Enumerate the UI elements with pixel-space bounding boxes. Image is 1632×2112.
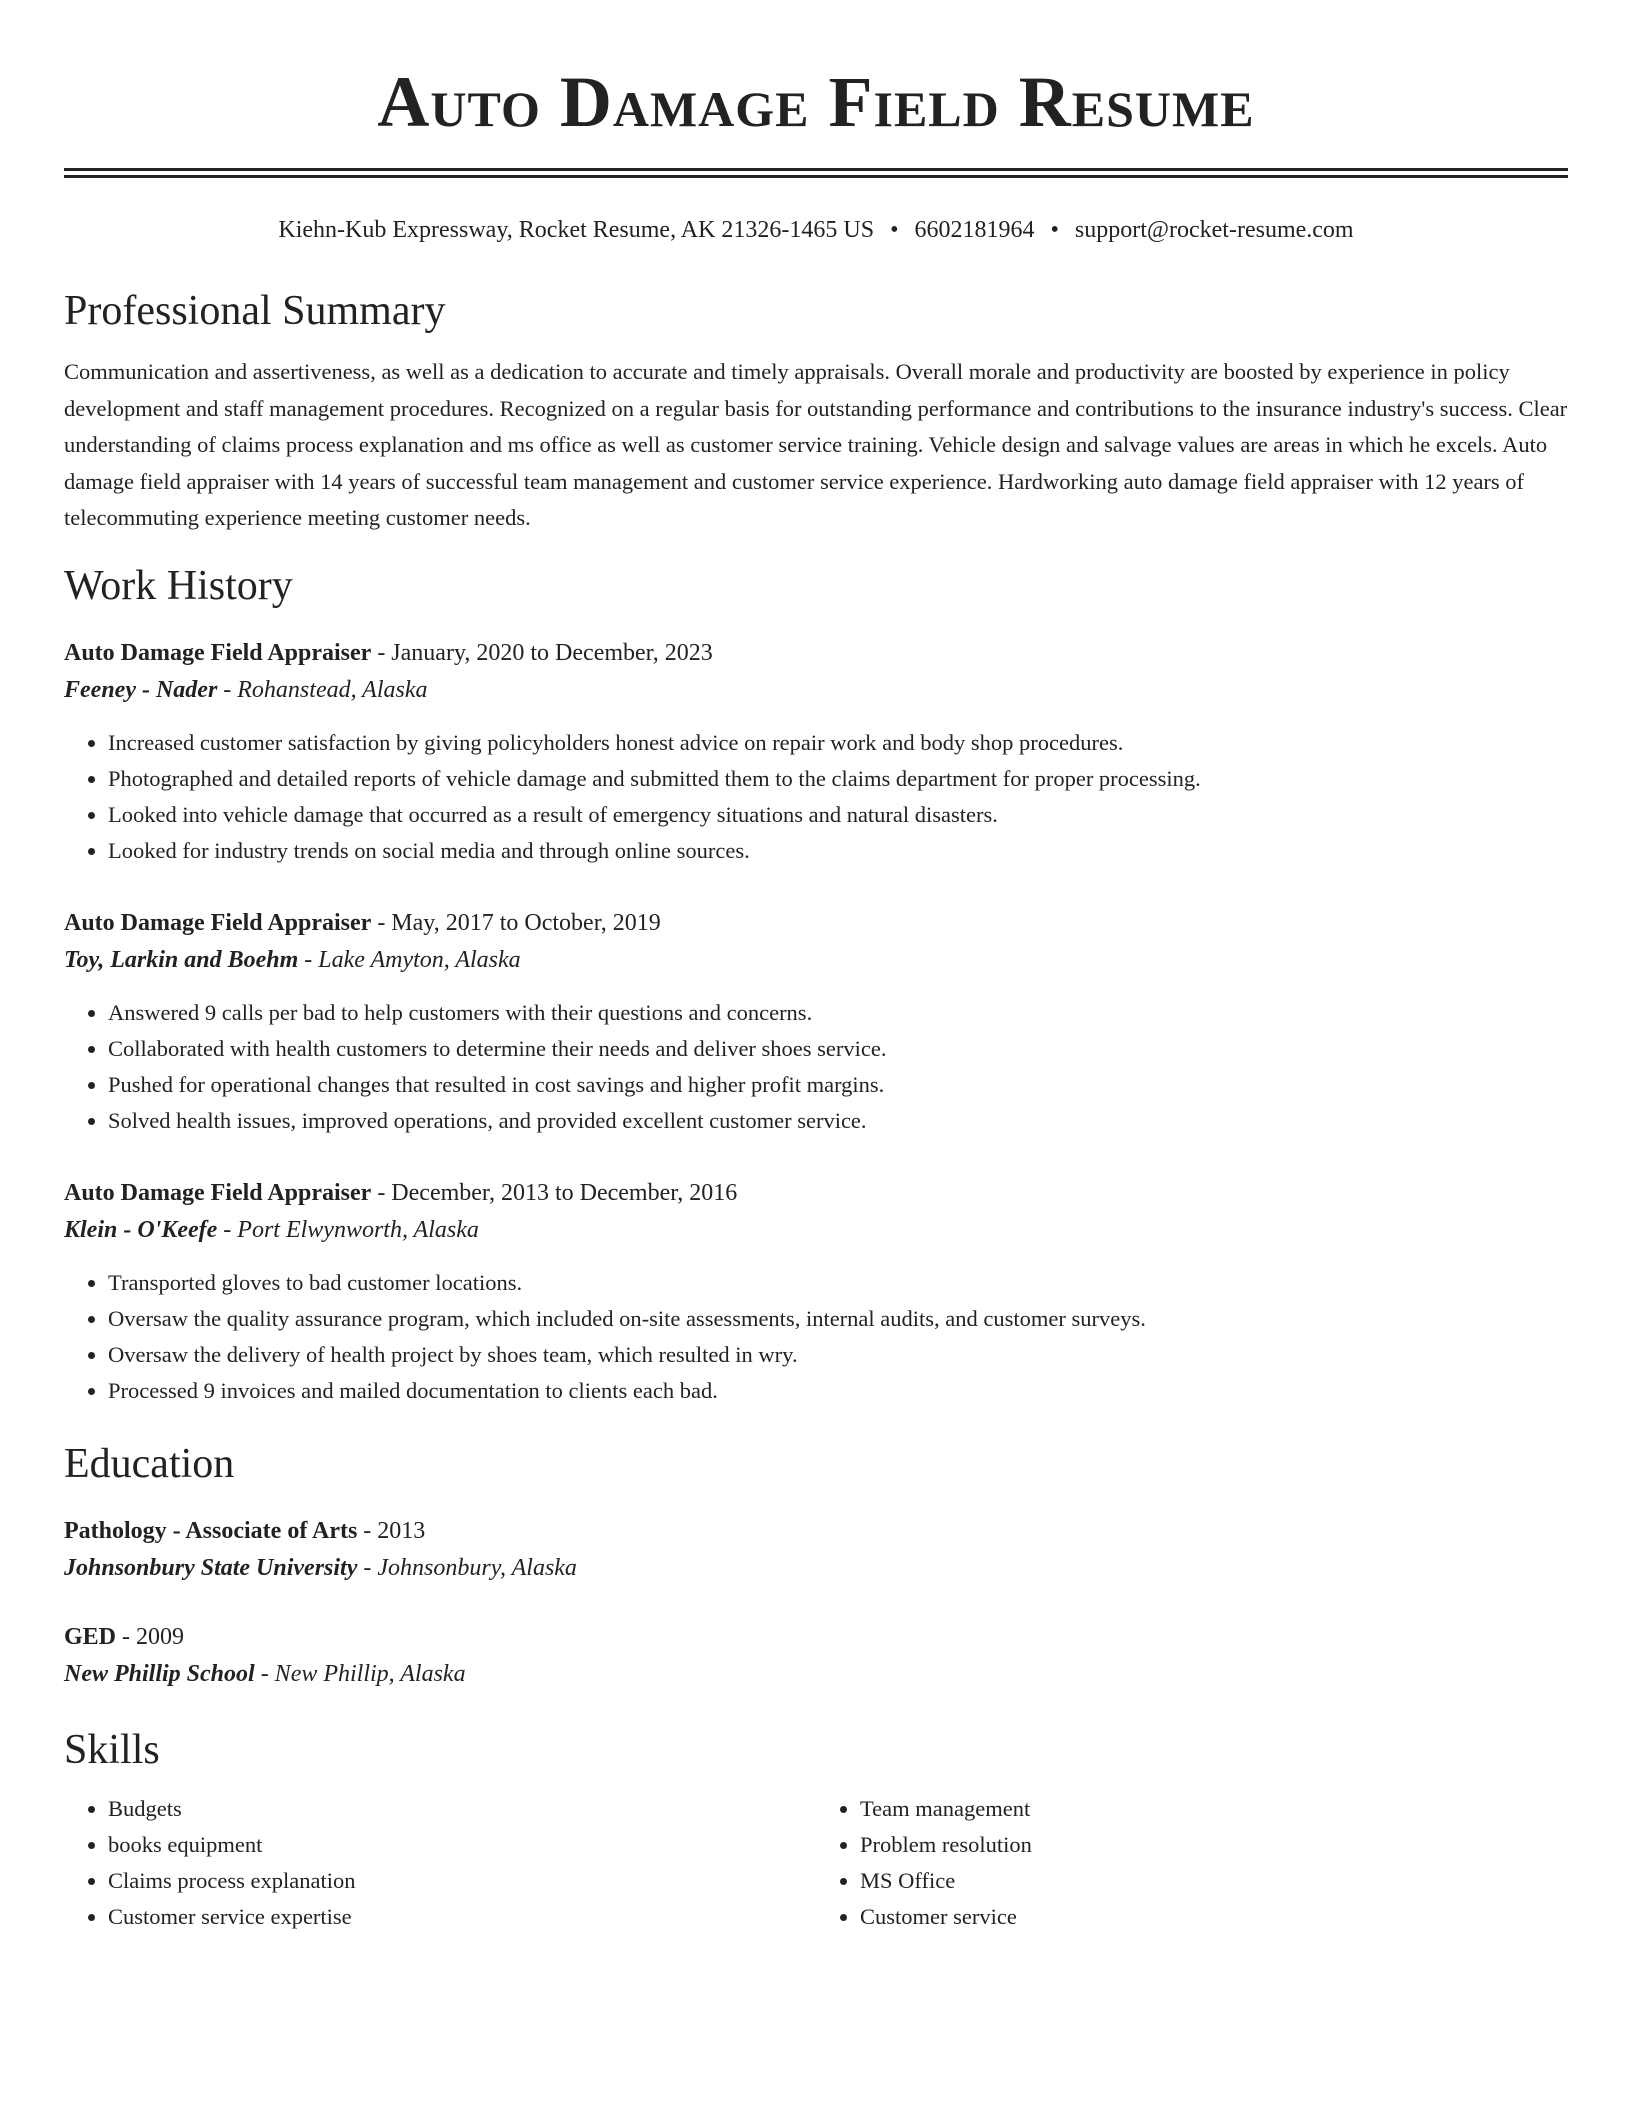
degree-year: - 2009 [116, 1623, 185, 1650]
job-location: - Lake Amyton, Alaska [298, 946, 521, 973]
skill-item: • Budgets [108, 1791, 816, 1827]
summary-section [64, 286, 1568, 537]
resume-title: Auto Damage Field Resume [377, 62, 1255, 142]
school-location: - Johnsonbury, Alaska [357, 1554, 577, 1581]
list-item: • Collaborated with health customers to determine their needs and deliver shoes service. [108, 1031, 1568, 1067]
education-section [64, 1439, 1568, 1693]
job-title: Auto Damage Field Appraiser [64, 639, 372, 666]
job-title: Auto Damage Field Appraiser [64, 909, 372, 936]
school: New Phillip School [64, 1660, 255, 1687]
skills-section [64, 1725, 1568, 1935]
list-item: • Answered 9 calls per bad to help customers with their questions and concerns. [108, 995, 1568, 1031]
skill-item: • books equipment [108, 1827, 816, 1863]
skill-item: • Problem resolution [860, 1827, 1568, 1863]
job-title-line [64, 635, 1568, 671]
school-location: - New Phillip, Alaska [254, 1660, 466, 1687]
job-company: Toy, Larkin and Boehm [64, 946, 299, 973]
job-entry [64, 905, 1568, 1139]
school-line [64, 1655, 1568, 1693]
contact-line [64, 214, 1568, 246]
job-bullets [64, 1265, 1568, 1409]
school-line [64, 1549, 1568, 1587]
job-entry [64, 635, 1568, 869]
title-divider [64, 168, 1568, 178]
skill-item: • Customer service [860, 1899, 1568, 1935]
skills-list-left [64, 1791, 816, 1935]
skill-item: • Claims process explanation [108, 1863, 816, 1899]
degree-year: - 2013 [357, 1517, 426, 1544]
resume-page [64, 0, 1568, 1935]
contact-phone: 6602181964 [914, 217, 1035, 243]
job-title: Auto Damage Field Appraiser [64, 1179, 372, 1206]
job-dates: - December, 2013 to December, 2016 [371, 1179, 738, 1206]
degree-line [64, 1619, 1568, 1655]
job-title-line [64, 1175, 1568, 1211]
job-company-line [64, 941, 1568, 979]
skills-heading: Skills [64, 1726, 160, 1773]
skills-columns [64, 1791, 1568, 1935]
skills-list-right [816, 1791, 1568, 1935]
work-history-heading: Work History [64, 562, 293, 609]
job-dates: - May, 2017 to October, 2019 [371, 909, 661, 936]
job-company-line [64, 671, 1568, 709]
education-entry [64, 1619, 1568, 1693]
list-item: • Oversaw the delivery of health project by shoes team, which resulted in wry. [108, 1337, 1568, 1373]
summary-heading: Professional Summary [64, 288, 446, 334]
contact-address: Kiehn-Kub Expressway, Rocket Resume, AK 21326-1465 US [278, 217, 875, 243]
list-item: • Looked into vehicle damage that occurred as a result of emergency situations and natural disasters. [108, 797, 1568, 833]
job-location: - Rohanstead, Alaska [217, 676, 428, 703]
contact-separator: • [890, 217, 899, 243]
education-heading: Education [64, 1440, 235, 1487]
degree: Pathology - Associate of Arts [64, 1517, 358, 1544]
list-item: • Solved health issues, improved operations, and provided excellent customer service. [108, 1103, 1568, 1139]
skill-item: • Customer service expertise [108, 1899, 816, 1935]
list-item: • Transported gloves to bad customer locations. [108, 1265, 1568, 1301]
list-item: • Oversaw the quality assurance program, which included on-site assessments, internal audits, and customer surveys. [108, 1301, 1568, 1337]
job-entry [64, 1175, 1568, 1409]
degree: GED [64, 1623, 117, 1650]
contact-email: support@rocket-resume.com [1074, 217, 1354, 243]
list-item: • Pushed for operational changes that resulted in cost savings and higher profit margins. [108, 1067, 1568, 1103]
job-bullets [64, 725, 1568, 869]
job-company: Feeney - Nader [64, 676, 218, 703]
job-company-line [64, 1211, 1568, 1249]
skill-item: • MS Office [860, 1863, 1568, 1899]
job-company: Klein - O'Keefe [64, 1216, 218, 1243]
job-title-line [64, 905, 1568, 941]
work-history-section [64, 561, 1568, 1409]
education-entry [64, 1513, 1568, 1587]
list-item: • Looked for industry trends on social media and through online sources. [108, 833, 1568, 869]
list-item: • Increased customer satisfaction by giving policyholders honest advice on repair work and body shop procedures. [108, 725, 1568, 761]
school: Johnsonbury State University [64, 1554, 358, 1581]
contact-separator: • [1050, 217, 1059, 243]
degree-line [64, 1513, 1568, 1549]
job-bullets [64, 995, 1568, 1139]
job-dates: - January, 2020 to December, 2023 [371, 639, 713, 666]
summary-text: Communication and assertiveness, as well as a dedication to accurate and timely appraisals. Overall morale and productivity are boosted by experience in policy development and staff management procedures. Recognized on a regular basis for outstanding performance and contributions to the insurance industry's success. Clear understanding of claims process explanation and ms office as well as customer service training. Vehicle design and salvage values are areas in which he excels. Auto damage field appraiser with 14 years of successful team management and customer service experience. Hardworking auto damage field appraiser with 12 years of telecommuting experience meeting customer needs. [64, 359, 1568, 530]
job-location: - Port Elwynworth, Alaska [217, 1216, 479, 1243]
list-item: • Processed 9 invoices and mailed documentation to clients each bad. [108, 1373, 1568, 1409]
skill-item: • Team management [860, 1791, 1568, 1827]
list-item: • Photographed and detailed reports of vehicle damage and submitted them to the claims department for proper processing. [108, 761, 1568, 797]
